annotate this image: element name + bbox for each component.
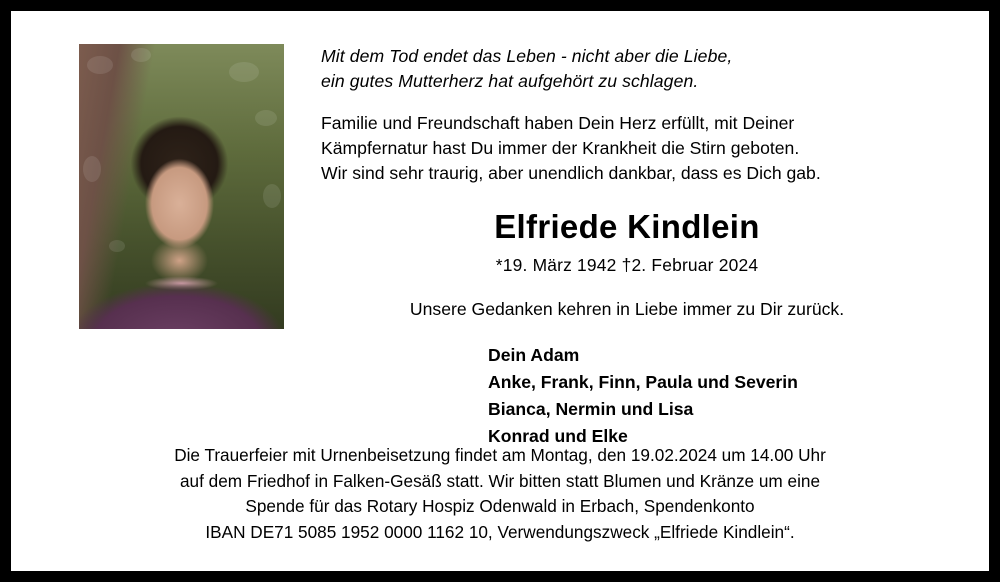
text-column [321, 44, 933, 450]
remembrance-line: Unsere Gedanken kehren in Liebe immer zu Dir zurück. [409, 299, 845, 319]
list-item: Anke, Frank, Finn, Paula und Severin [488, 372, 798, 392]
verse-block [321, 44, 933, 94]
tribute-line: Wir sind sehr traurig, aber unendlich dankbar, dass es Dich gab. [321, 163, 821, 183]
list-item: Dein Adam [488, 345, 580, 365]
funeral-details-line: IBAN DE71 5085 1952 0000 1162 10, Verwendungszweck „Elfriede Kindlein“. [205, 521, 795, 542]
tribute-line: Familie und Freundschaft haben Dein Herz erfüllt, mit Deiner [321, 113, 795, 133]
list-item: Bianca, Nermin und Lisa [488, 399, 694, 419]
mourners-list [321, 342, 933, 450]
verse-line: ein gutes Mutterherz hat aufgehört zu schlagen. [321, 71, 699, 91]
funeral-details-line: auf dem Friedhof in Falken-Gesäß statt. Wir bitten statt Blumen und Kränze um eine [179, 470, 821, 491]
funeral-details-line: Die Trauerfeier mit Urnenbeisetzung findet am Montag, den 19.02.2024 um 14.00 Uhr [174, 445, 826, 465]
list-item: Konrad und Elke [488, 426, 628, 446]
obituary-inner [11, 11, 989, 571]
birth-death-dates: *19. März 1942 †2. Februar 2024 [495, 255, 759, 275]
tribute-line: Kämpfernatur hast Du immer der Krankheit die Stirn geboten. [321, 138, 800, 158]
tribute-paragraph [321, 111, 933, 186]
portrait-photo-of-deceased [79, 44, 284, 329]
deceased-name: Elfriede Kindlein [494, 208, 760, 245]
funeral-details [61, 443, 939, 545]
funeral-details-line: Spende für das Rotary Hospiz Odenwald in Erbach, Spendenkonto [245, 496, 755, 516]
verse-line: Mit dem Tod endet das Leben - nicht aber die Liebe, [321, 46, 733, 66]
portrait-frame [79, 44, 284, 329]
